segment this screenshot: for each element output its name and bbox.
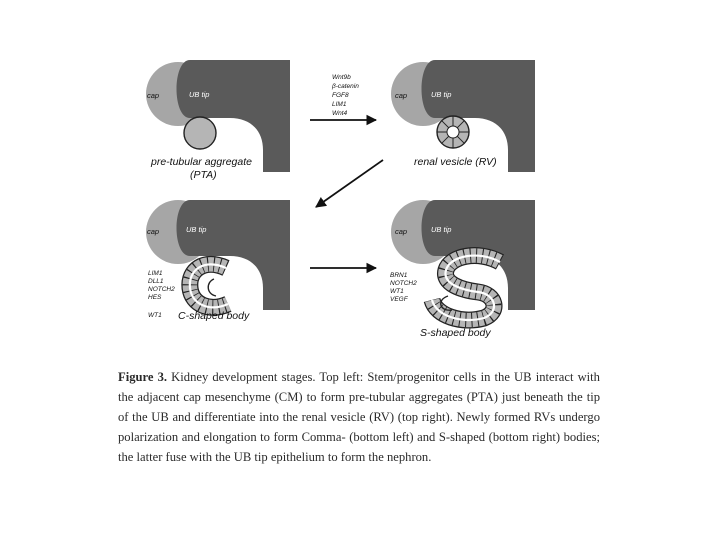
gene-list	[148, 270, 175, 319]
stage-label-s-shaped: S-shaped body	[420, 327, 491, 339]
panel-bottom-right	[390, 200, 535, 339]
cap-label: cap	[147, 227, 160, 236]
gene-label: WT1	[390, 288, 404, 295]
gene-label: WT1	[148, 312, 162, 319]
ub-tip-label: UB tip	[186, 225, 207, 234]
gene-label: Wnt4	[332, 110, 348, 117]
gene-label: BRN1	[390, 272, 408, 279]
gene-label: Wnt9b	[332, 74, 351, 81]
stage-label-rv: renal vesicle (RV)	[414, 156, 497, 168]
panel-bottom-left	[146, 200, 290, 322]
figure-label: Figure 3.	[118, 370, 168, 384]
c-shaped-body	[190, 264, 228, 307]
gene-label: β-catenin	[332, 83, 359, 90]
gene-label: LIM1	[148, 270, 163, 277]
gene-label: NOTCH2	[390, 280, 417, 287]
stage-label-pta: pre-tubular aggregate	[151, 156, 252, 168]
stage-label-pta-abbr: (PTA)	[190, 169, 217, 181]
s-shaped-body	[432, 256, 500, 320]
pta-structure	[184, 117, 216, 149]
cap-label: cap	[395, 227, 408, 236]
caption-text: Kidney development stages. Top left: Stem/progenitor cells in the UB interact with the adjacent cap mesenchyme (CM) to form pre-tubular aggregates (PTA) just beneath the tip of the UB and differentiate into the renal vesicle (RV) (top right). Newly formed RVs undergo polarization and elongation to form Comma- (bottom left) and S-shaped (bottom right) bodies; the latter fuse with the UB tip epithelium to form the nephron.	[118, 370, 600, 464]
gene-label: VEGF	[390, 296, 408, 303]
panel-top-right	[391, 60, 535, 172]
gene-label: NOTCH2	[148, 286, 175, 293]
panel-top-left	[146, 60, 290, 181]
arrow-rv-to-c-shaped	[316, 160, 383, 207]
ub-tip-label: UB tip	[431, 90, 452, 99]
cap-label: cap	[147, 91, 160, 100]
arrow-gene-list	[331, 74, 359, 117]
gene-label: HES	[148, 294, 162, 301]
gene-list	[390, 272, 417, 303]
stage-label-c-shaped: C-shaped body	[178, 310, 250, 322]
renal-vesicle	[437, 116, 469, 148]
gene-label: DLL1	[148, 278, 164, 285]
ub-tip-label: UB tip	[189, 90, 210, 99]
cap-label: cap	[395, 91, 408, 100]
gene-label: LIM1	[332, 101, 347, 108]
figure-caption	[118, 367, 600, 467]
ub-tip-label: UB tip	[431, 225, 452, 234]
gene-label: FGF8	[332, 92, 349, 99]
